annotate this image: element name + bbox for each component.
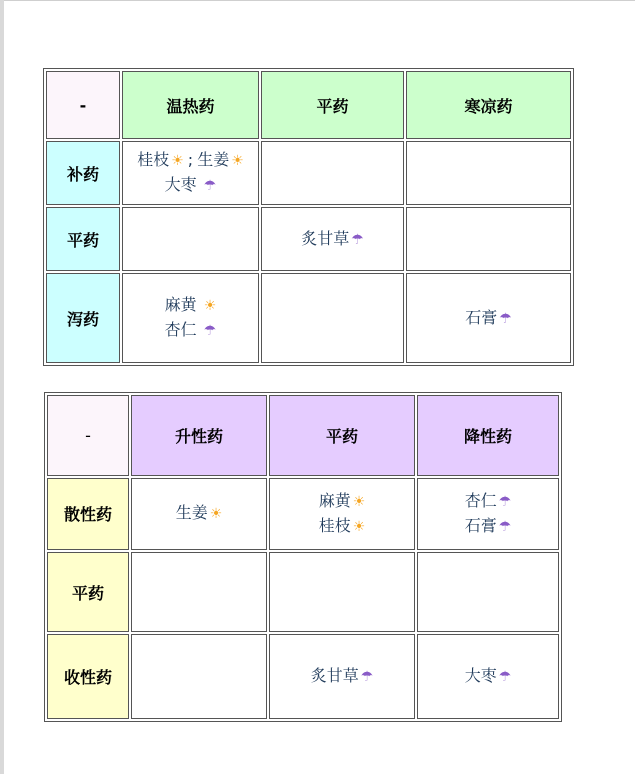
herb-item: 炙甘草 ☂ (301, 227, 364, 252)
table1-cell (406, 207, 571, 271)
herb-item: 大枣 ☂ (165, 173, 217, 198)
herb-item: 生姜 ☀ (176, 501, 223, 526)
herb-item: 炙甘草 ☂ (311, 664, 374, 689)
herb-item: 石膏 ☂ (465, 514, 512, 539)
herb-item: 桂枝 ☀ (137, 148, 184, 173)
umbrella-icon: ☂ (351, 231, 364, 248)
table2-cell (417, 478, 559, 550)
table1-row-neutral: 平药 (46, 207, 120, 271)
sun-icon: ☀ (352, 493, 366, 510)
herb-item: 桂枝 ☀ (319, 514, 366, 539)
table2-cell (131, 634, 267, 719)
table2-cell (269, 634, 415, 719)
table1-cell (122, 273, 259, 363)
table2-corner: - (47, 395, 129, 476)
herb-separator: ; (187, 150, 194, 169)
umbrella-icon: ☂ (498, 669, 512, 686)
table1-row-tonic: 补药 (46, 141, 120, 205)
table2-row-neutral: 平药 (47, 552, 129, 633)
umbrella-icon: ☂ (499, 310, 512, 327)
herb-item: 杏仁 ☂ (165, 318, 217, 343)
table2-cell (269, 478, 415, 550)
umbrella-icon: ☂ (498, 518, 512, 535)
table2-cell (131, 552, 267, 633)
umbrella-icon: ☂ (498, 493, 512, 510)
sun-icon: ☀ (209, 506, 223, 523)
table1-cell (122, 141, 259, 205)
umbrella-icon: ☂ (203, 323, 217, 339)
table1-cell (406, 273, 571, 363)
lift-lower-table (44, 392, 562, 722)
herb-item: 麻黄 ☀ (165, 293, 217, 318)
herb-item: 生姜 ☀ (197, 148, 244, 173)
table1-col-neutral: 平药 (261, 71, 404, 139)
table2-col-lift: 升性药 (131, 395, 267, 476)
table1-cell (261, 273, 404, 363)
page-top-edge (0, 0, 635, 1)
herb-item: 石膏 ☂ (465, 306, 512, 331)
table2-row-astringe: 收性药 (47, 634, 129, 719)
table1-col-warm: 温热药 (122, 71, 259, 139)
table1-cell (261, 207, 404, 271)
table2-cell (269, 552, 415, 633)
table1-corner: - (46, 71, 120, 139)
table2-cell (131, 478, 267, 550)
table2-col-lower: 降性药 (417, 395, 559, 476)
table1-row-purge: 泻药 (46, 273, 120, 363)
page-left-edge (0, 0, 4, 774)
warm-cold-table (43, 68, 574, 366)
table1-cell (406, 141, 571, 205)
table2-col-neutral: 平药 (269, 395, 415, 476)
herb-item: 杏仁 ☂ (465, 489, 512, 514)
sun-icon: ☀ (203, 298, 217, 314)
umbrella-icon: ☂ (360, 669, 374, 686)
herb-item: 大枣 ☂ (465, 664, 512, 689)
table1-cell (122, 207, 259, 271)
table1-cell (261, 141, 404, 205)
sun-icon: ☀ (231, 153, 244, 169)
table2-cell (417, 634, 559, 719)
table2-cell (417, 552, 559, 633)
umbrella-icon: ☂ (203, 178, 217, 194)
table2-row-disperse: 散性药 (47, 478, 129, 550)
herb-item: 麻黄 ☀ (319, 489, 366, 514)
table1-col-cold: 寒凉药 (406, 71, 571, 139)
sun-icon: ☀ (171, 153, 184, 169)
sun-icon: ☀ (352, 518, 366, 535)
